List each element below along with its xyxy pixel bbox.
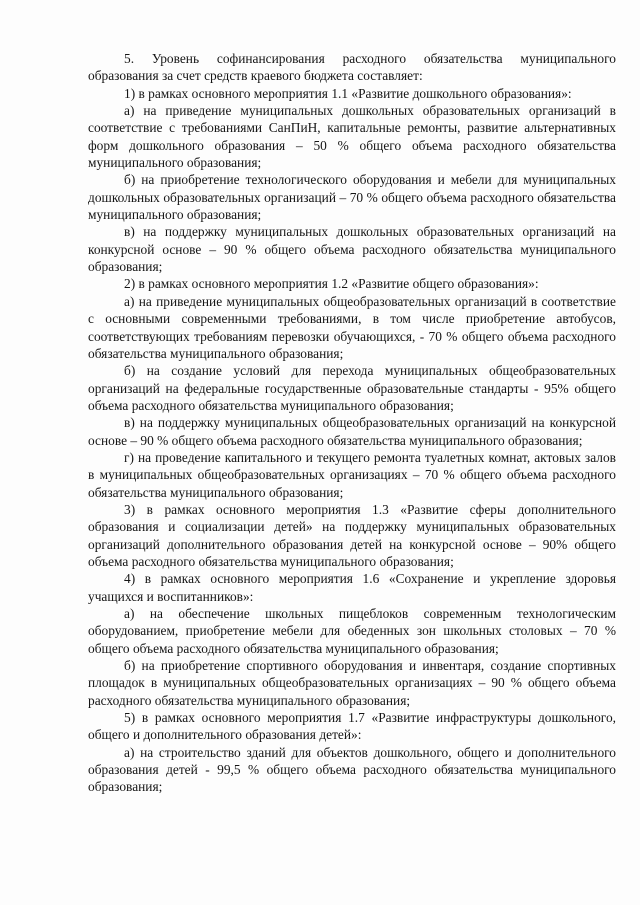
paragraph-item-1: 1) в рамках основного мероприятия 1.1 «Развитие дошкольного образования»: bbox=[124, 85, 572, 101]
document-body bbox=[88, 50, 616, 796]
paragraph-item-1a: а) на приведение муниципальных дошкольных образовательных организаций в соответствие с требованиями СанПиН, капитальные ремонты, развитие альтернативных форм дошкольного образования – 50 % общего объема расходного обязательства муниципального образования; bbox=[88, 103, 616, 171]
paragraph-item-3: 3) в рамках основного мероприятия 1.3 «Развитие сферы дополнительного образования и социализации детей» на поддержку муниципальных образовательных организаций дополнительного образования детей на конкурсной основе – 90% общего объема расходного обязательства муниципального образования; bbox=[88, 501, 616, 569]
paragraph-item-2b: б) на создание условий для перехода муниципальных общеобразовательных организаций на федеральные государственные образовательные стандарты - 95% общего объема расходного обязательства муниципального образования; bbox=[88, 363, 616, 413]
paragraph-item-5a: а) на строительство зданий для объектов дошкольного, общего и дополнительного образования детей - 99,5 % общего объема расходного обязательства муниципального образования; bbox=[88, 744, 616, 795]
paragraph-item-1b: б) на приобретение технологического оборудования и мебели для муниципальных дошкольных образовательных организаций – 70 % общего объема расходного обязательства муниципального образования; bbox=[88, 172, 616, 223]
paragraph-item-1c: в) на поддержку муниципальных дошкольных образовательных организаций на конкурсной основе – 90 % общего объема расходного обязательства муниципального образования; bbox=[88, 224, 616, 275]
paragraph-item-2d: г) на проведение капитального и текущего ремонта туалетных комнат, актовых залов в муниципальных общеобразовательных организациях – 70 % общего объема расходного обязательства муниципального образования; bbox=[88, 449, 616, 500]
paragraph-item-2: 2) в рамках основного мероприятия 1.2 «Развитие общего образования»: bbox=[124, 276, 539, 292]
paragraph-5-intro: 5. Уровень софинансирования расходного обязательства муниципального образования за счет средств краевого бюджета составляет: bbox=[88, 51, 616, 84]
paragraph-item-2a: а) на приведение муниципальных общеобразовательных организаций в соответствие с основными современными требованиями, в том числе приобретение автобусов, соответствующих требованиям перевозки обучающихся, - 70 % общего объема расходного обязательства муниципального образования; bbox=[88, 293, 616, 361]
paragraph-item-4: 4) в рамках основного мероприятия 1.6 «Сохранение и укрепление здоровья учащихся и воспитанников»: bbox=[88, 571, 616, 604]
paragraph-item-4b: б) на приобретение спортивного оборудования и инвентаря, создание спортивных площадок в муниципальных общеобразовательных организациях – 90 % общего объема расходного обязательства муниципального образования; bbox=[88, 658, 616, 708]
paragraph-item-2c: в) на поддержку муниципальных общеобразовательных организаций на конкурсной основе – 90 % общего объема расходного обязательства муниципального образования; bbox=[88, 415, 616, 448]
paragraph-item-4a: а) на обеспечение школьных пищеблоков современным технологическим оборудованием, приобретение мебели для обеденных зон школьных столовых – 70 % общего объема расходного обязательства муниципального образования; bbox=[88, 606, 616, 656]
paragraph-item-5: 5) в рамках основного мероприятия 1.7 «Развитие инфраструктуры дошкольного, общего и дополнительного образования детей»: bbox=[88, 710, 616, 743]
